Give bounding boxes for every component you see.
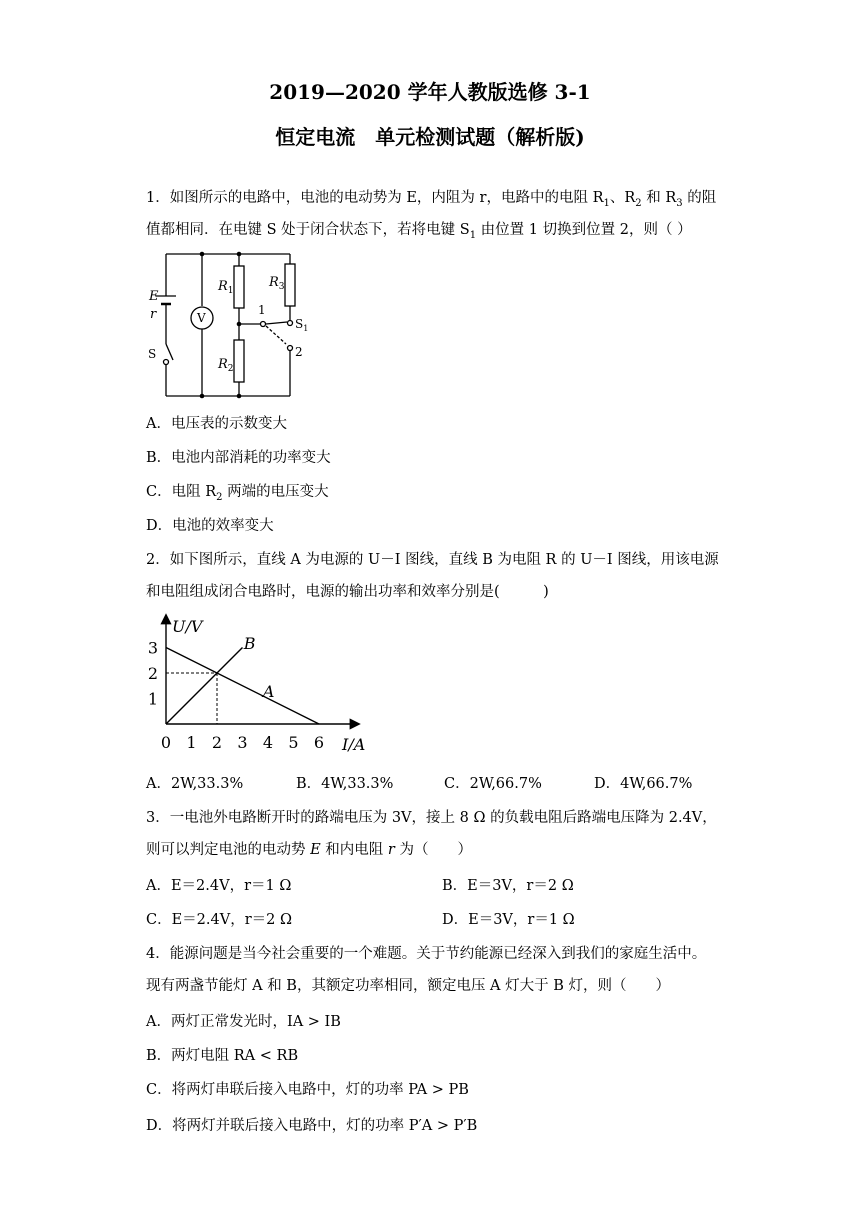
q2-ui-chart [140, 612, 380, 758]
q4-option-a: A．两灯正常发光时，IA > IB [146, 1014, 341, 1030]
y-tick-label: 2 [147, 664, 158, 683]
q1-circuit-diagram [140, 244, 310, 404]
label-S1: $S_1$ [295, 317, 309, 333]
label-R2: $R_2$ [218, 357, 234, 374]
q2-stem-line1: 2．如下图所示，直线 A 为电源的 U－I 图线，直线 B 为电阻 R 的 U－I 图线，用该电源 [146, 552, 719, 568]
series-label-A: A [262, 682, 275, 702]
q1-option-b: B．电池内部消耗的功率变大 [146, 450, 331, 466]
q1-option-c: C．电阻 $R_2$ 两端的电压变大 [146, 484, 329, 503]
label-pos1: 1 [258, 303, 266, 317]
q3-option-b: B．E＝3V，r＝2 Ω [442, 878, 574, 894]
label-R3: $R_3$ [269, 275, 285, 292]
label-R1: $R_1$ [218, 279, 234, 296]
voltmeter-label: V [197, 311, 206, 325]
q1-option-d: D．电池的效率变大 [146, 518, 274, 534]
junction-dot [200, 394, 205, 399]
q2-option-c: C．2W,66.7% [444, 776, 542, 792]
label-E: E [149, 289, 159, 304]
doc-title-line1: 2019—2020 学年人教版选修 3-1 [269, 80, 591, 104]
q3-stem-line2: 则可以判定电池的电动势 E 和内电阻 r 为（ ） [146, 842, 472, 858]
q2-option-a: A．2W,33.3% [146, 776, 244, 792]
q2-option-b: B．4W,33.3% [296, 776, 394, 792]
x-tick-label: 0 [160, 733, 172, 752]
x-tick-label: 4 [262, 733, 274, 752]
q1-option-a: A．电压表的示数变大 [146, 416, 287, 432]
junction-dot [237, 394, 242, 399]
label-S: S [148, 347, 157, 361]
x-tick-label: 1 [186, 733, 197, 752]
y-tick-label: 1 [147, 689, 158, 709]
x-axis-label: I/A [342, 735, 366, 754]
q1-stem-line2: 值都相同．在电键 S 处于闭合状态下，若将电键 $S_1$ 由位置 1 切换到位置 2，则（ ） [146, 222, 692, 241]
x-tick-label: 6 [313, 733, 325, 752]
y-axis-label: U/V [172, 617, 203, 636]
series-label-B: B [243, 633, 256, 653]
junction-dot [237, 252, 242, 257]
q4-option-b: B．两灯电阻 RA < RB [146, 1048, 299, 1064]
x-tick-label: 3 [237, 733, 248, 752]
q3-option-c: C．E＝2.4V，r＝2 Ω [146, 912, 292, 928]
q4-option-d: D．将两灯并联后接入电路中，灯的功率 P′A > P′B [146, 1118, 478, 1134]
q4-stem-line2: 现有两盏节能灯 A 和 B，其额定功率相同，额定电压 A 灯大于 B 灯，则（ ） [146, 978, 671, 994]
series-line-A [166, 648, 319, 725]
label-r: r [150, 307, 157, 322]
y-tick-label: 3 [147, 638, 158, 658]
q2-stem-line2: 和电阻组成闭合电路时，电源的输出功率和效率分别是( ) [146, 584, 549, 600]
label-pos2: 2 [295, 345, 303, 359]
q1-stem-line1: 1．如图所示的电路中，电池的电动势为 E，内阻为 r，电路中的电阻 $R_1$、$R_2$ 和 $R_3$ 的阻 [146, 190, 717, 209]
q2-option-d: D．4W,66.7% [594, 776, 693, 792]
q3-option-d: D．E＝3V，r＝1 Ω [442, 912, 575, 928]
x-tick-label: 5 [288, 733, 299, 752]
q3-stem-line1: 3．一电池外电路断开时的路端电压为 3V，接上 8 Ω 的负载电阻后路端电压降为 2.4V， [146, 810, 717, 826]
junction-dot [237, 322, 242, 327]
junction-dot [200, 252, 205, 257]
series-line-B [166, 648, 243, 725]
q4-stem-line1: 4．能源问题是当今社会重要的一个难题。关于节约能源已经深入到我们的家庭生活中。 [146, 946, 707, 962]
x-tick-label: 2 [211, 733, 223, 752]
q4-option-c: C．将两灯串联后接入电路中，灯的功率 PA > PB [146, 1082, 469, 1098]
q3-option-a: A．E＝2.4V，r＝1 Ω [146, 878, 292, 894]
doc-title-line2: 恒定电流 单元检测试题（解析版) [275, 125, 585, 149]
